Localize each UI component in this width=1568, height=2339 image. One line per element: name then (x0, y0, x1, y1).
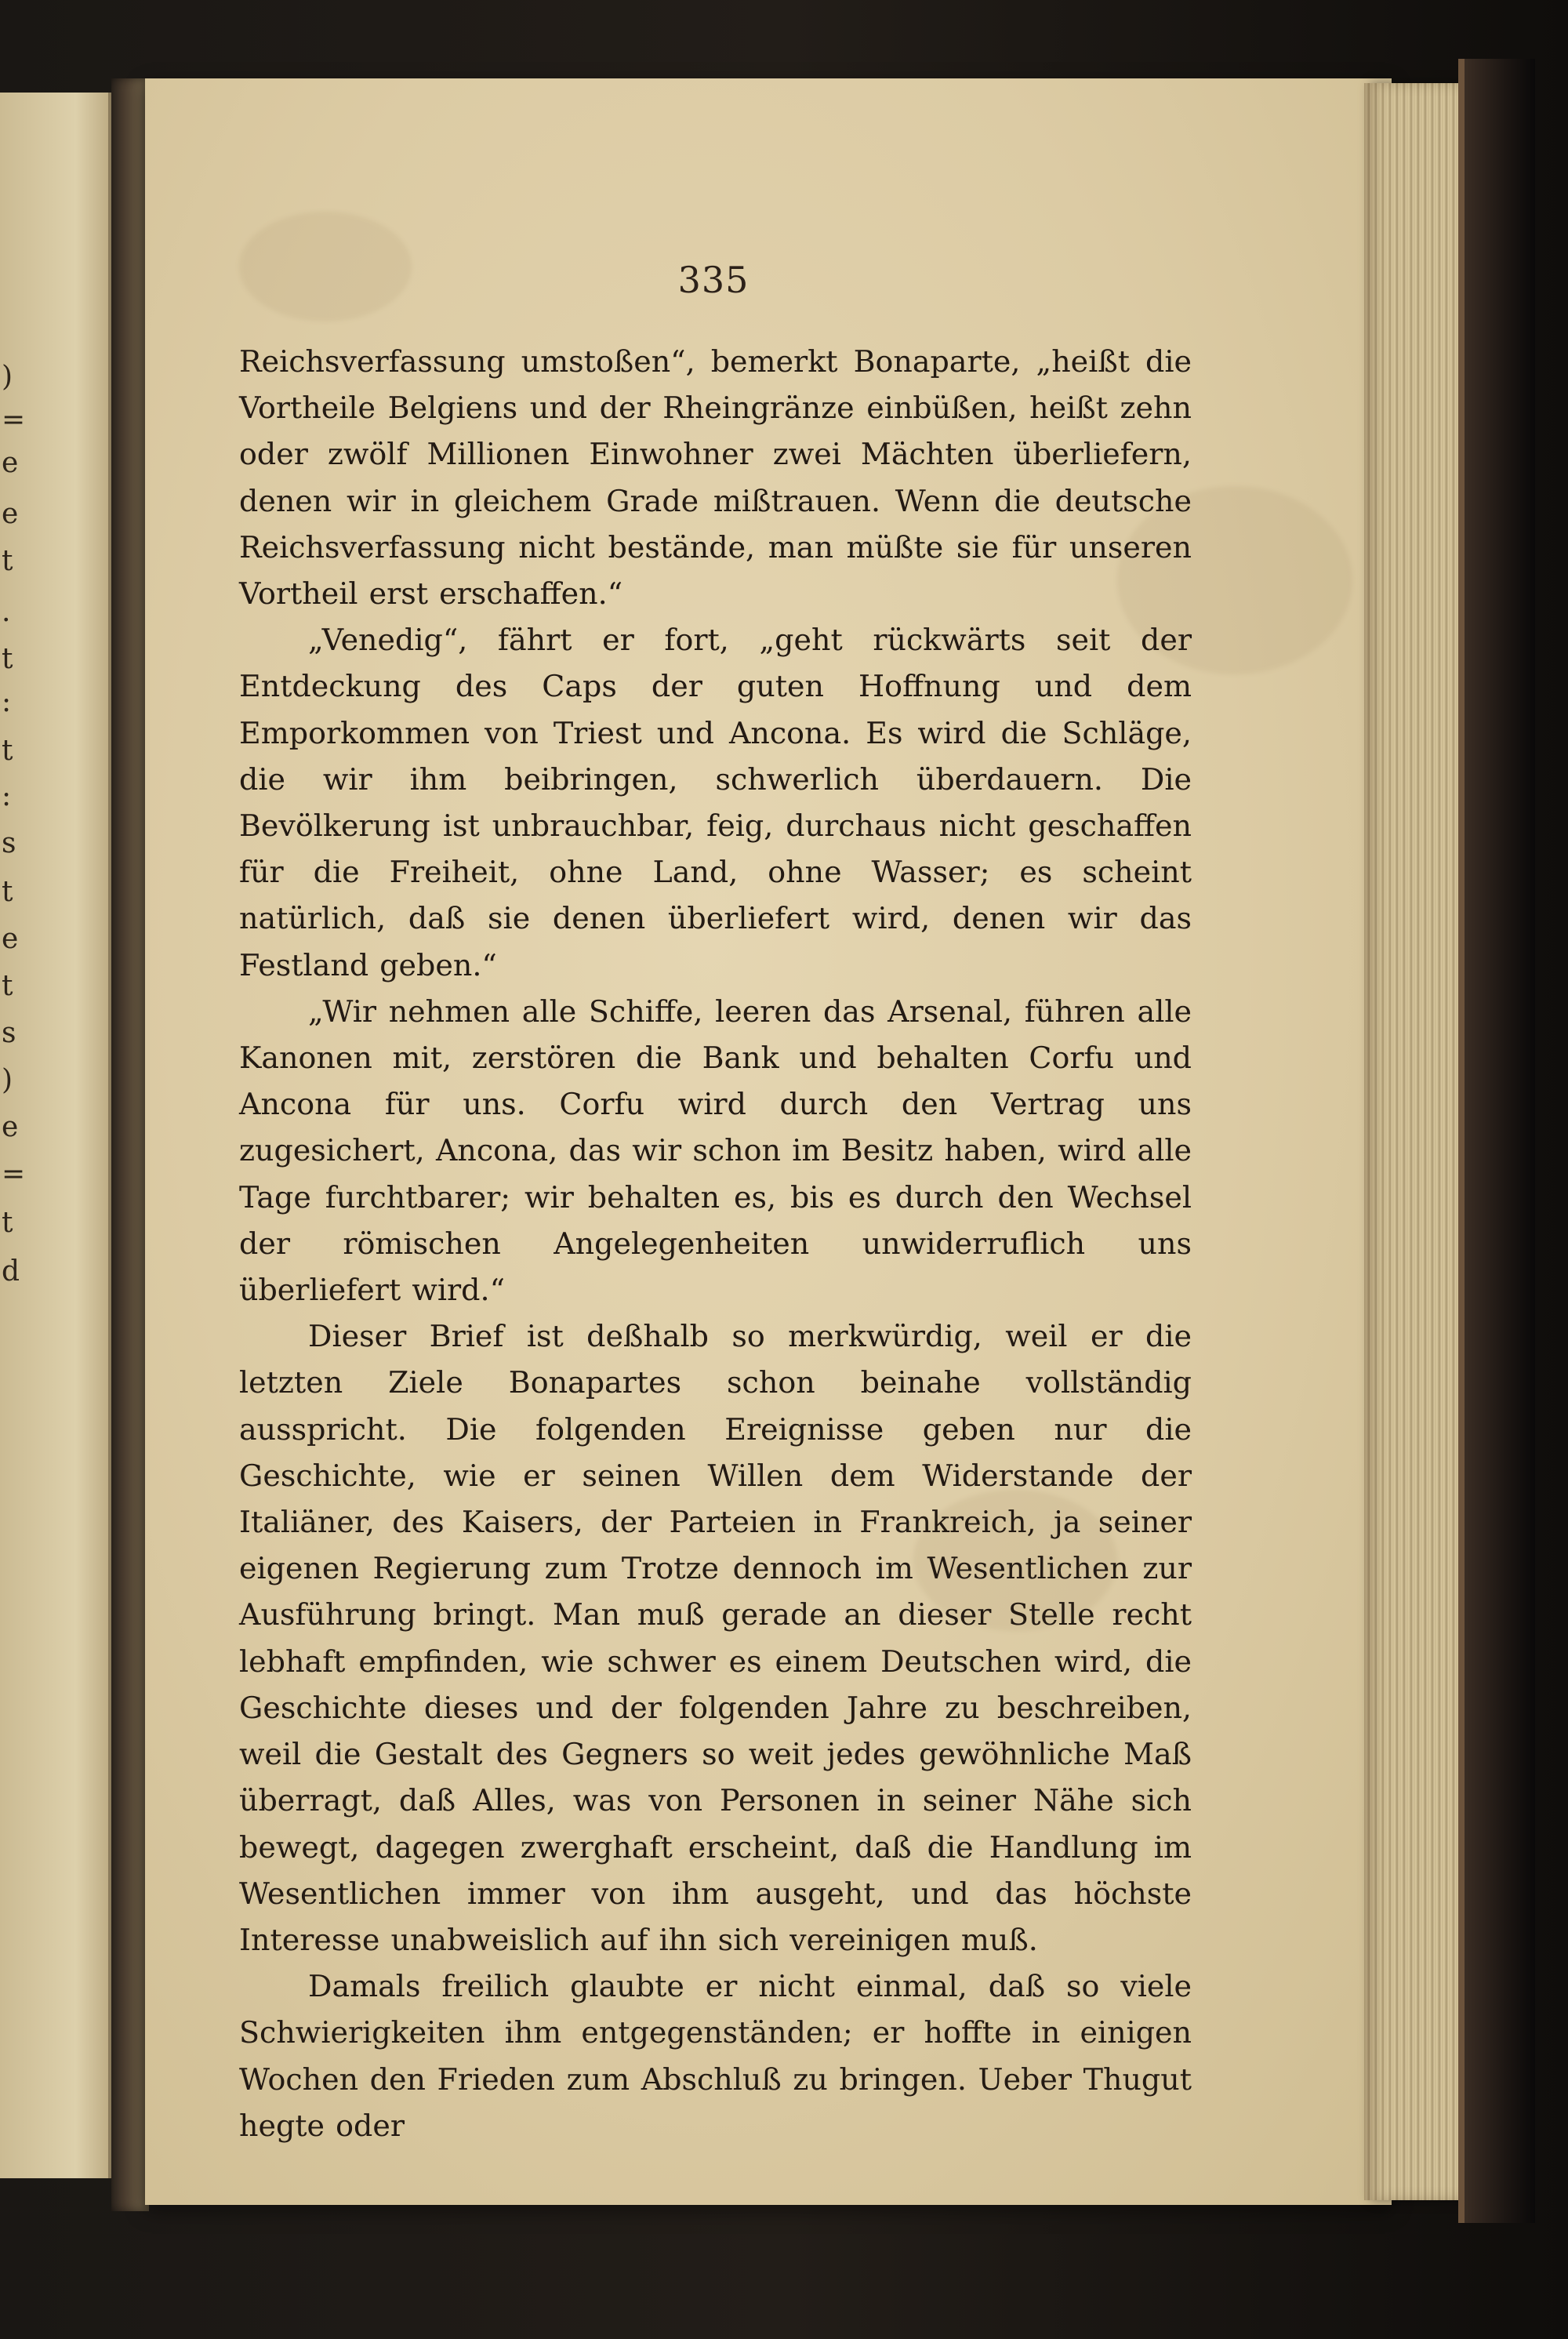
book-gutter (111, 78, 149, 2211)
left-page-fragment: s (2, 1017, 16, 1049)
left-page (0, 93, 113, 2178)
paper-stain (239, 212, 412, 321)
left-page-fragment: : (2, 780, 12, 812)
left-page-fragment: . (2, 596, 11, 628)
left-page-fragment: e (2, 1111, 19, 1143)
paragraph-1: Reichsverfassung umstoßen“, bemerkt Bonaparte, „heißt die Vortheile Belgiens und der Rheingränze einbüßen, heißt zehn oder zwölf Millionen Einwohner zwei Mächten überliefern, denen wir in gleichem Grade mißtrauen. Wenn die deutsche Reichsverfassung nicht bestände, man müßte sie für unseren Vortheil erst erschaffen.“ (239, 344, 1192, 612)
paragraph-5: Damals freilich glaubte er nicht einmal, daß so viele Schwierigkeiten ihm entgegenständen; er hoffte in einigen Wochen den Frieden zum Abschluß zu bringen. Ueber Thugut hegte oder (239, 1969, 1192, 2143)
left-page-fragment: d (2, 1255, 20, 1288)
left-page-fragment: = (2, 1158, 26, 1190)
left-page-fragment: t (2, 876, 13, 908)
left-page-fragment: t (2, 1207, 13, 1239)
left-page-fragment: s (2, 827, 16, 859)
left-page-fragment: t (2, 970, 13, 1002)
paragraph-4: Dieser Brief ist deßhalb so merkwürdig, weil er die letzten Ziele Bonapartes schon beinahe vollständig ausspricht. Die folgenden Ereignisse geben nur die Geschichte, wie er seinen Willen dem Widerstande der Italiäner, des Kaisers, der Parteien in Frankreich, ja seiner eigenen Regierung zum Trotze dennoch im Wesentlichen zur Ausführung bringt. Man muß gerade an dieser Stelle recht lebhaft empfinden, wie schwer es einem Deutschen wird, die Geschichte dieses und der folgenden Jahre zu beschreiben, weil die Gestalt des Gegners so weit jedes gewöhnliche Maß überragt, daß Alles, was von Personen in seiner Nähe sich bewegt, dagegen zwerghaft erscheint, daß die Handlung im Wesentlichen immer von ihm ausgeht, und das höchste Interesse unabweislich auf ihn sich vereinigen muß. (239, 1319, 1192, 1957)
main-text-block (239, 339, 1192, 2149)
left-page-fragment: ) (2, 1064, 13, 1096)
left-page-fragment: e (2, 447, 19, 479)
left-page-fragment: t (2, 643, 13, 675)
left-page-fragment: ) (2, 361, 13, 393)
left-page-fragment: e (2, 498, 19, 530)
page-number: 335 (677, 259, 750, 301)
paragraph-3: „Wir nehmen alle Schiffe, leeren das Arsenal, führen alle Kanonen mit, zerstören die Bank und behalten Corfu und Ancona für uns. Corfu wird durch den Vertrag uns zugesichert, Ancona, das wir schon im Besitz haben, wird alle Tage furchtbarer; wir behalten es, bis es durch den Wechsel der römischen Angelegenheiten unwiderruflich uns überliefert wird.“ (239, 993, 1192, 1308)
book-cover-edge (1458, 59, 1535, 2223)
left-page-fragment: e (2, 923, 19, 955)
left-page-fragment: t (2, 545, 13, 577)
page-edge-stack (1364, 83, 1466, 2200)
left-page-fragment: : (2, 686, 12, 718)
left-page-fragment: t (2, 735, 13, 767)
left-page-fragment: = (2, 404, 26, 436)
paragraph-2: „Venedig“, fährt er fort, „geht rückwärts seit der Entdeckung des Caps der guten Hoffnung und dem Emporkommen von Triest und Ancona. Es wird die Schläge, die wir ihm beibringen, schwerlich überdauern. Die Bevölkerung ist unbrauchbar, feig, durchaus nicht geschaffen für die Freiheit, ohne Land, ohne Wasser; es scheint natürlich, daß sie denen überliefert wird, denen wir das Festland geben.“ (239, 623, 1192, 982)
